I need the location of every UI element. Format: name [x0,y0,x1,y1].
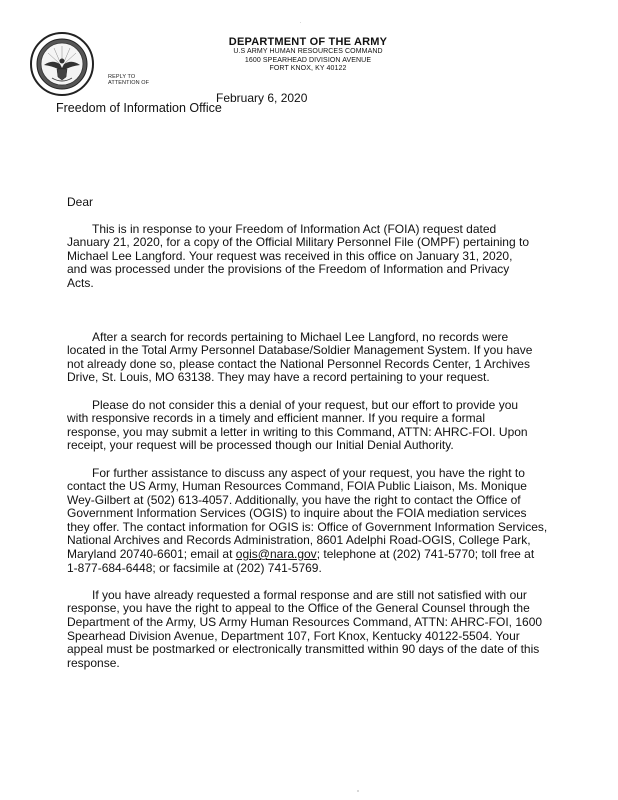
paragraph-appeal-rights [67,589,618,671]
paragraph-not-denial [67,399,618,453]
text-line: After a search for records pertaining to Michael Lee Langford, no records were [92,329,509,344]
reply-to-line: REPLY TO [108,74,136,80]
letter-body [67,196,618,670]
paragraph-response [67,223,618,291]
text-line: January 21, 2020, for a copy of the Official Military Personnel File (OMPF) pertaining to [67,235,529,250]
scan-speck [300,22,301,23]
text-line: Acts. [67,275,94,290]
text-line: appeal must be postmarked or electronically transmitted within 90 days of the date of this [67,642,540,657]
ogis-email-link[interactable]: ogis@nara.gov [235,547,317,562]
text-line: This is in response to your Freedom of Information Act (FOIA) request dated [92,221,497,236]
street-address: 1600 SPEARHEAD DIVISION AVENUE [244,56,372,64]
text-line: Government Information Services (OGIS) to inquire about the FOIA mediation services [67,506,527,521]
text-fragment: Maryland 20740-6601; email at [67,547,236,562]
city-state-zip: FORT KNOX, KY 40122 [269,65,347,72]
text-line: and was processed under the provisions of the Freedom of Information and Privacy [67,262,510,277]
letterhead [150,36,466,74]
text-line: National Archives and Records Administration, 8601 Adelphi Road-OGIS, College Park, [67,533,531,548]
text-line: Wey-Gilbert at (502) 613-4057. Additionally, you have the right to contact the Office of [67,492,521,507]
command-name: U.S ARMY HUMAN RESOURCES COMMAND [233,48,383,55]
attention-of-line: ATTENTION OF [108,80,150,86]
office-name: Freedom of Information Office [56,101,222,115]
text-line: receipt, your request will be processed though our Initial Denial Authority. [67,438,454,453]
salutation: Dear [67,195,94,209]
text-fragment: ; telephone at (202) 741-5770; toll free at [316,547,535,562]
department-of-defense-seal-icon [30,32,94,96]
text-line: they offer. The contact information for OGIS is: Office of Government Information Services, [67,519,548,534]
text-line: contact the US Army, Human Resources Command, FOIA Public Liaison, Ms. Monique [67,479,527,494]
reply-to-label [108,74,149,86]
text-line: response. [67,655,120,670]
text-line: Michael Lee Langford. Your request was received in this office on January 31, 2020, [67,248,513,263]
text-line: located in the Total Army Personnel Database/Soldier Management System. If you have [67,343,533,358]
department-title: DEPARTMENT OF THE ARMY [228,36,388,48]
text-line: Spearhead Division Avenue, Department 107, Fort Knox, Kentucky 40122-5504. Your [67,628,520,643]
text-line: with responsive records in a timely and efficient manner. If you require a formal [67,411,485,426]
text-line: If you have already requested a formal response and are still not satisfied with our [92,587,527,602]
paragraph-further-assistance [67,467,618,576]
paragraph-search-results [67,331,618,385]
text-line: 1-877-684-6448; or facsimile at (202) 741-5769. [67,560,322,575]
text-line [67,548,618,562]
text-line: Drive, St. Louis, MO 63138. They may have a record pertaining to your request. [67,370,490,385]
text-line: Please do not consider this a denial of your request, but our effort to provide you [92,397,519,412]
text-line: response, you have the right to appeal to the Office of the General Counsel through the [67,601,530,616]
scan-speck [357,790,359,792]
text-line: response, you may submit a letter in writing to this Command, ATTN: AHRC-FOI. Upon [67,424,528,439]
text-line: For further assistance to discuss any aspect of your request, you have the right to [92,465,525,480]
text-line: Department of the Army, US Army Human Resources Command, ATTN: AHRC-FOI, 1600 [67,615,543,630]
text-line: not already done so, please contact the National Personnel Records Center, 1 Archives [67,356,530,371]
letter-date: February 6, 2020 [216,91,308,105]
